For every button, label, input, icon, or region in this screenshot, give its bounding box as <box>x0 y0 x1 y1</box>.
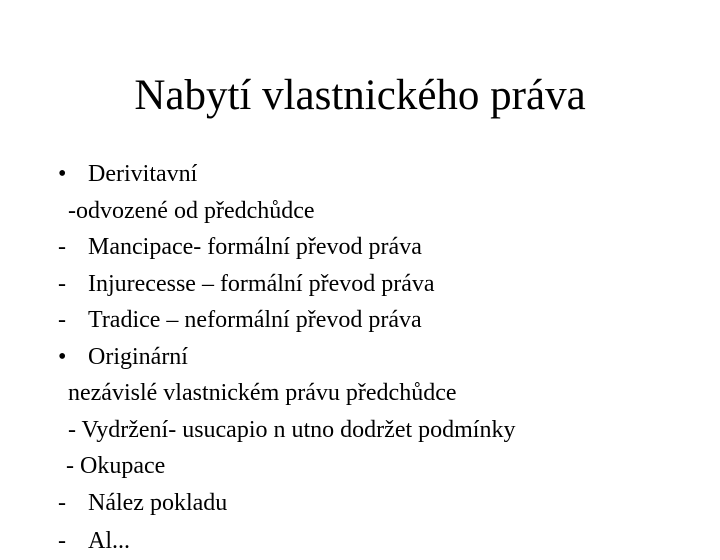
dash-marker: - <box>58 234 66 260</box>
list-item-text: Nález pokladu <box>88 489 228 516</box>
slide-title: Nabytí vlastnického práva <box>134 72 586 119</box>
dash-marker: - <box>58 489 66 516</box>
list-item-text: - Vydržení- usucapio n utno dodržet podmínky <box>68 416 516 443</box>
list-item <box>58 485 718 522</box>
bullet-marker: • <box>58 343 67 370</box>
list-item <box>58 266 718 303</box>
list-item-text: Derivitavní <box>88 161 198 187</box>
slide-body <box>58 156 718 521</box>
list-item-text: Tradice – neformální převod práva <box>88 307 422 333</box>
list-item-text: Injurecesse – formální převod práva <box>88 270 435 297</box>
cut-off-list-item <box>58 523 718 554</box>
dash-marker: - <box>58 528 66 554</box>
list-item <box>58 339 718 376</box>
list-item-text: - Okupace <box>66 453 166 479</box>
list-item <box>58 302 718 339</box>
list-item <box>58 156 718 193</box>
list-item <box>58 193 718 230</box>
bullet-marker: • <box>58 161 67 187</box>
list-item-text: Mancipace- formální převod práva <box>88 234 422 260</box>
list-item-text: -odvozené od předchůdce <box>68 197 315 224</box>
list-item-text: nezávislé vlastnickém právu předchůdce <box>68 380 457 406</box>
list-item <box>58 448 718 485</box>
dash-marker: - <box>58 270 66 297</box>
list-item <box>58 229 718 266</box>
list-item-text: Originární <box>88 343 188 370</box>
list-item-text: Al... <box>88 528 130 554</box>
list-item <box>58 375 718 412</box>
dash-marker: - <box>58 307 66 333</box>
list-item <box>58 412 718 449</box>
